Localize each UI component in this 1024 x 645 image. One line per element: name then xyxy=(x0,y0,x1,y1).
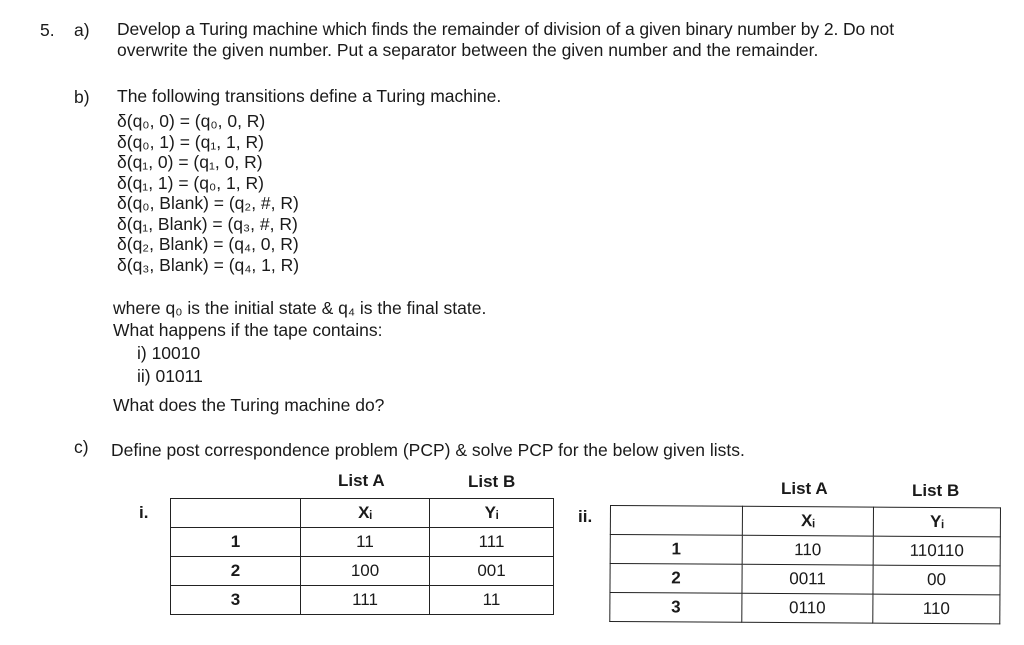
row-number: 1 xyxy=(171,528,301,557)
y-cell: 110 xyxy=(873,594,1000,624)
part-b-where: where q₀ is the initial state & q₄ is the final state. xyxy=(113,298,487,318)
x-cell: 0110 xyxy=(742,593,873,623)
part-a-line2: overwrite the given number. Put a separator between the given number and the remainder. xyxy=(117,40,819,60)
table2-label: ii. xyxy=(578,507,593,526)
part-b-what-happens: What happens if the tape contains: xyxy=(113,320,383,340)
transition-line: δ(q₀, 1) = (q₁, 1, R) xyxy=(117,131,264,152)
transition-line: δ(q₃, Blank) = (q₄, 1, R) xyxy=(117,254,300,275)
tape-case: i) 10010 xyxy=(137,343,201,363)
part-a-line1: Develop a Turing machine which finds the remainder of division of a given binary number by 2. Do not xyxy=(117,19,894,39)
part-c-label: c) xyxy=(74,437,89,457)
x-cell: 110 xyxy=(742,535,873,565)
col-y-header: Yᵢ xyxy=(873,507,1000,537)
part-b-intro: The following transitions define a Turing machine. xyxy=(117,86,502,106)
x-cell: 111 xyxy=(301,586,430,615)
y-cell: 001 xyxy=(430,557,554,586)
part-c-text: Define post correspondence problem (PCP) & solve PCP for the below given lists. xyxy=(111,440,745,460)
col-x-header: Xᵢ xyxy=(742,506,873,536)
table-row xyxy=(171,586,554,615)
y-cell: 110110 xyxy=(873,536,1000,566)
y-cell: 111 xyxy=(430,528,554,557)
table-row xyxy=(171,557,554,586)
row-number: 3 xyxy=(171,586,301,615)
tape-case: ii) 01011 xyxy=(137,366,203,386)
col-x-header: Xᵢ xyxy=(301,499,430,528)
part-b-label: b) xyxy=(74,87,90,107)
row-number: 3 xyxy=(610,593,742,623)
y-cell: 11 xyxy=(430,586,554,615)
table-row xyxy=(610,593,1000,624)
part-a-label: a) xyxy=(74,20,90,40)
question-number: 5. xyxy=(40,20,55,40)
transition-line: δ(q₀, Blank) = (q₂, #, R) xyxy=(117,193,299,213)
row-number: 1 xyxy=(610,535,742,565)
table1-label: i. xyxy=(139,503,149,522)
part-b-what-does: What does the Turing machine do? xyxy=(113,395,385,415)
table2-list-a-heading: List A xyxy=(781,479,828,498)
transition-line: δ(q₀, 0) = (q₀, 0, R) xyxy=(117,111,266,131)
transition-line: δ(q₁, Blank) = (q₃, #, R) xyxy=(117,213,298,234)
pcp-table-1 xyxy=(170,498,554,615)
transition-line: δ(q₁, 1) = (q₀, 1, R) xyxy=(117,172,264,193)
y-cell: 00 xyxy=(873,565,1000,595)
table1-list-a-heading: List A xyxy=(338,471,385,490)
pcp-table-2 xyxy=(609,505,1001,624)
transition-line: δ(q₁, 0) = (q₁, 0, R) xyxy=(117,152,263,172)
x-cell: 11 xyxy=(301,528,430,557)
x-cell: 0011 xyxy=(742,564,873,594)
row-number: 2 xyxy=(171,557,301,586)
table2-list-b-heading: List B xyxy=(912,481,960,500)
col-y-header: Yᵢ xyxy=(430,499,554,528)
row-number: 2 xyxy=(610,564,742,594)
transition-line: δ(q₂, Blank) = (q₄, 0, R) xyxy=(117,234,299,254)
table1-list-b-heading: List B xyxy=(468,472,516,491)
transition-list xyxy=(117,111,299,275)
x-cell: 100 xyxy=(301,557,430,586)
table-row xyxy=(610,535,1000,566)
table-row xyxy=(610,564,1000,595)
table-row xyxy=(171,528,554,557)
